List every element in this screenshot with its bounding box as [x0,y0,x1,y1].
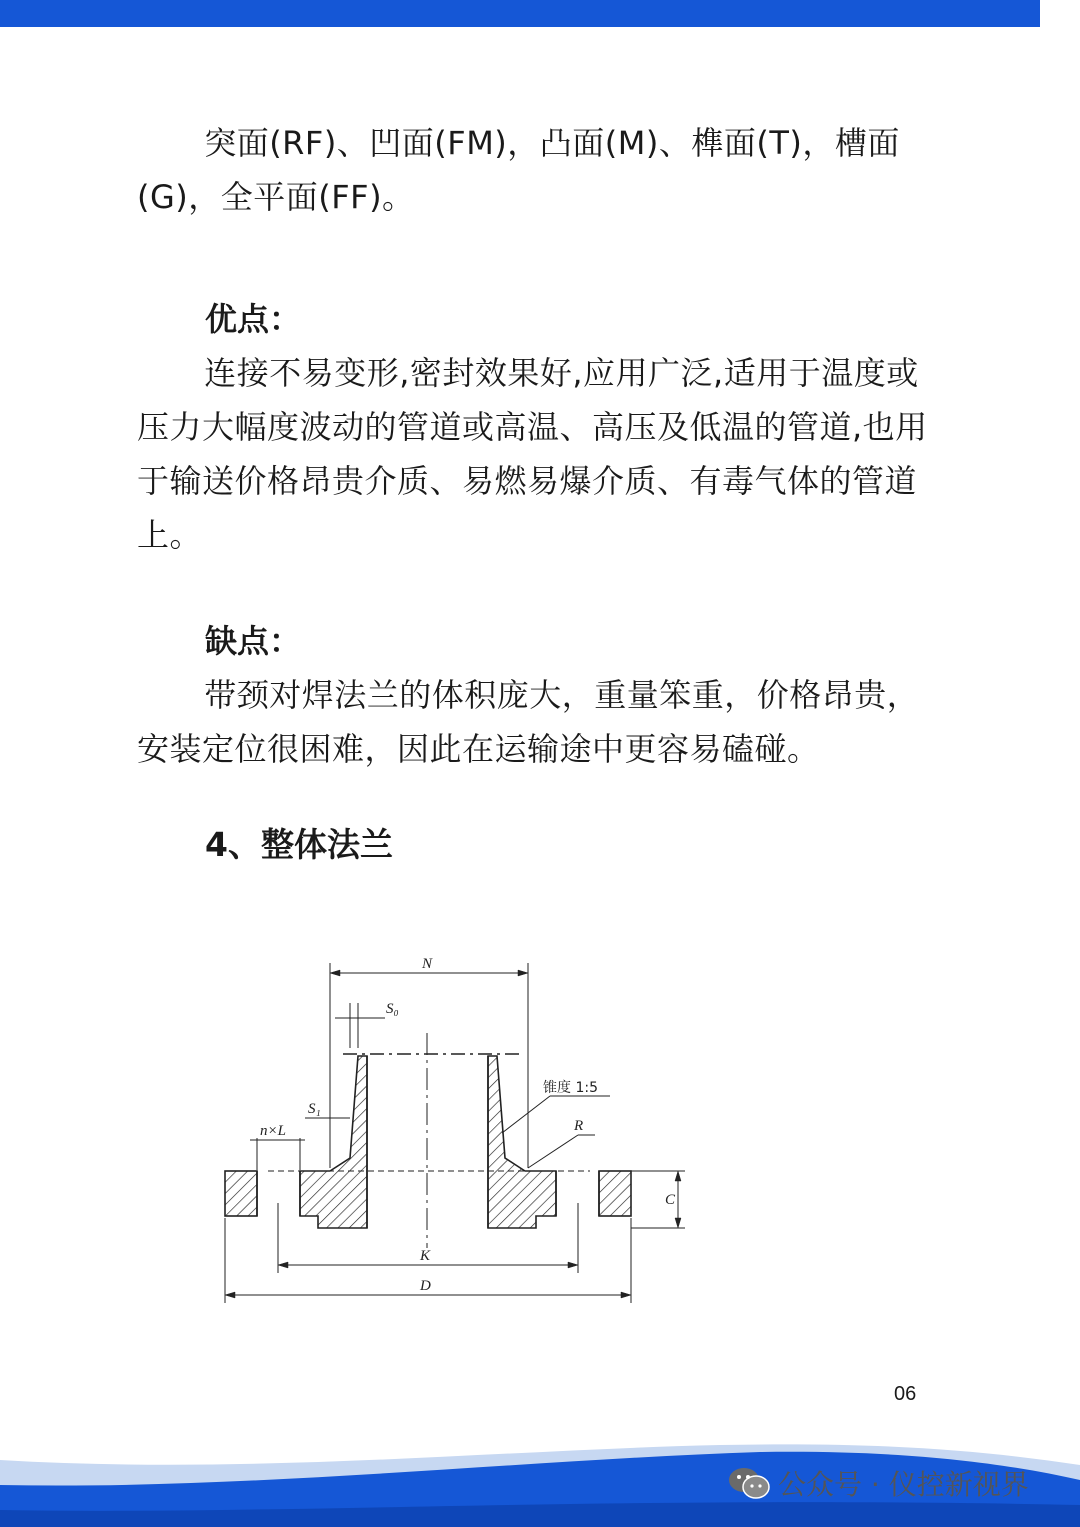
label-c: C [665,1192,676,1208]
page-number: 06 [894,1383,917,1405]
disadvantages-paragraph: 带颈对焊法兰的体积庞大，重量笨重，价格昂贵，安装定位很困难，因此在运输途中更容易磕碰。 [137,676,920,768]
label-nl: n×L [260,1123,286,1139]
label-k: K [420,1248,431,1264]
watermark-text: 公众号 · 仪控新视界 [778,1468,1029,1501]
intro-paragraph: 突面(RF)、凹面(FM)，凸面(M)、榫面(T)，槽面(G)，全平面(FF)。 [137,124,900,216]
label-d: D [420,1278,431,1294]
advantages-heading: 优点： [205,300,302,338]
watermark [728,1463,1029,1503]
label-s1: S₁ [308,1101,321,1117]
advantages-paragraph: 连接不易变形,密封效果好,应用广泛,适用于温度或压力大幅度波动的管道或高温、高压及低温的管道,也用于输送价格昂贵介质、易燃易爆介质、有毒气体的管道上。 [137,354,928,554]
top-accent-bar [0,0,1040,27]
disadvantages-heading: 缺点： [205,622,302,660]
label-taper: 锥度 1:5 [543,1080,598,1096]
wechat-icon [728,1466,770,1500]
integral-flange-diagram [210,948,700,1318]
label-n: N [422,956,433,972]
label-s0: S₀ [386,1001,399,1017]
label-r: R [574,1118,584,1134]
document-body [137,116,947,776]
section-title: 4、整体法兰 [205,825,393,864]
